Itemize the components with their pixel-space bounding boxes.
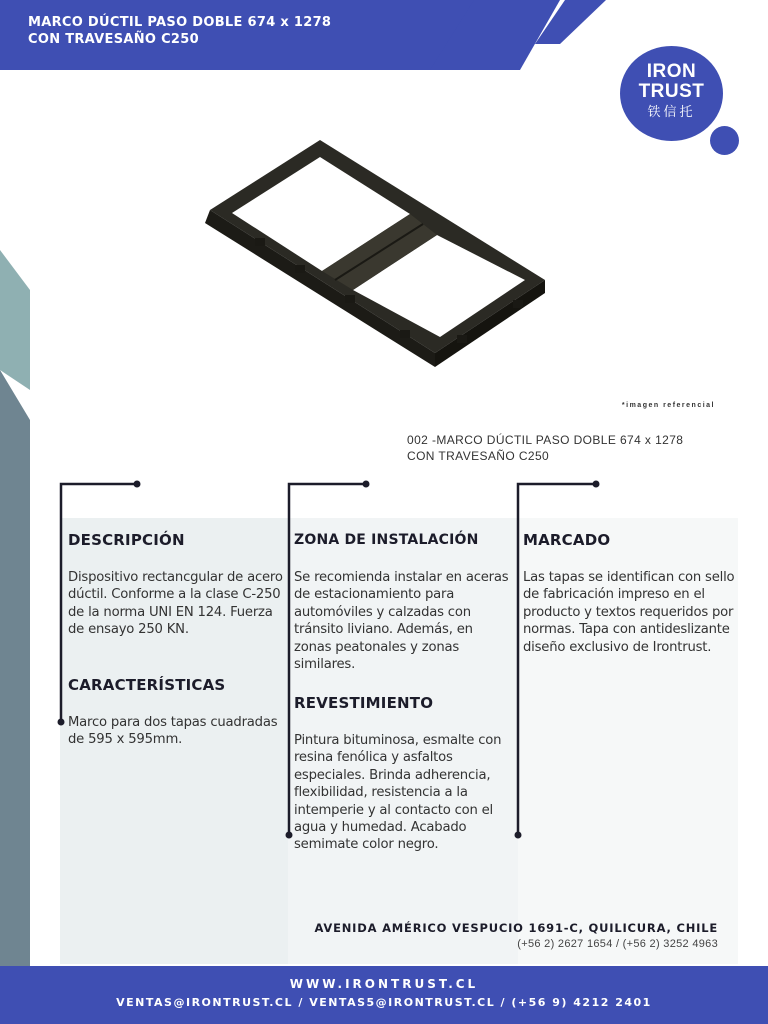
marcado-text: Las tapas se identifican con sello de fabricación impreso en el producto y textos requeridos por normas. Tapa con antideslizante diseño exclusivo de Irontrust.	[523, 570, 735, 655]
irontrust-logo	[620, 46, 723, 141]
zona-instalacion-heading: ZONA DE INSTALACIÓN	[294, 532, 479, 548]
logo-dot	[710, 126, 739, 155]
footer-website-link[interactable]: WWW.IRONTRUST.CL	[289, 977, 479, 991]
marcado-heading: MARCADO	[523, 531, 611, 549]
company-address: AVENIDA AMÉRICO VESPUCIO 1691-C, QUILICURA, CHILE	[314, 921, 718, 935]
descripcion-text: Dispositivo rectancgular de acero dúctil. Conforme a la clase C-250 de la norma UNI EN 124. Fuerza de ensayo 250 KN.	[68, 570, 283, 638]
page-title-line-2: CON TRAVESAÑO C250	[28, 32, 199, 47]
product-reference-line-1: 002 -MARCO DÚCTIL PASO DOBLE 674 x 1278	[407, 433, 684, 447]
product-reference-line-2: CON TRAVESAÑO C250	[407, 449, 550, 463]
logo-text-trust: TRUST	[638, 81, 705, 102]
image-reference-note: *imagen referencial	[621, 402, 715, 409]
product-reference	[407, 432, 727, 464]
product-image-double-frame	[195, 135, 555, 375]
caracteristicas-heading: CARACTERÍSTICAS	[68, 676, 226, 694]
revestimiento-text: Pintura bituminosa, esmalte con resina fenólica y asfaltos especiales. Brinda adherencia, flexibilidad, resistencia a la intemperie y al contacto con el agua y humedad. Acabado semimate color negro.	[294, 733, 502, 853]
company-phones: (+56 2) 2627 1654 / (+56 2) 3252 4963	[517, 938, 718, 950]
page-title	[28, 14, 408, 48]
descripcion-heading: DESCRIPCIÓN	[68, 531, 185, 549]
zona-instalacion-text: Se recomienda instalar en aceras de estacionamiento para automóviles y calzadas con tránsito liviano. Además, en zonas peatonales y zonas similares.	[294, 570, 509, 673]
footer-bar	[0, 966, 768, 1024]
revestimiento-heading: REVESTIMIENTO	[294, 694, 434, 712]
logo-text-iron: IRON	[646, 61, 697, 82]
caracteristicas-text: Marco para dos tapas cuadradas de 595 x 595mm.	[68, 715, 278, 748]
footer-contact-info[interactable]: VENTAS@IRONTRUST.CL / VENTAS5@IRONTRUST.CL / (+56 9) 4212 2401	[116, 996, 652, 1009]
logo-text-chinese: 铁信托	[647, 104, 696, 119]
page-title-line-1: MARCO DÚCTIL PASO DOBLE 674 x 1278	[28, 15, 332, 30]
